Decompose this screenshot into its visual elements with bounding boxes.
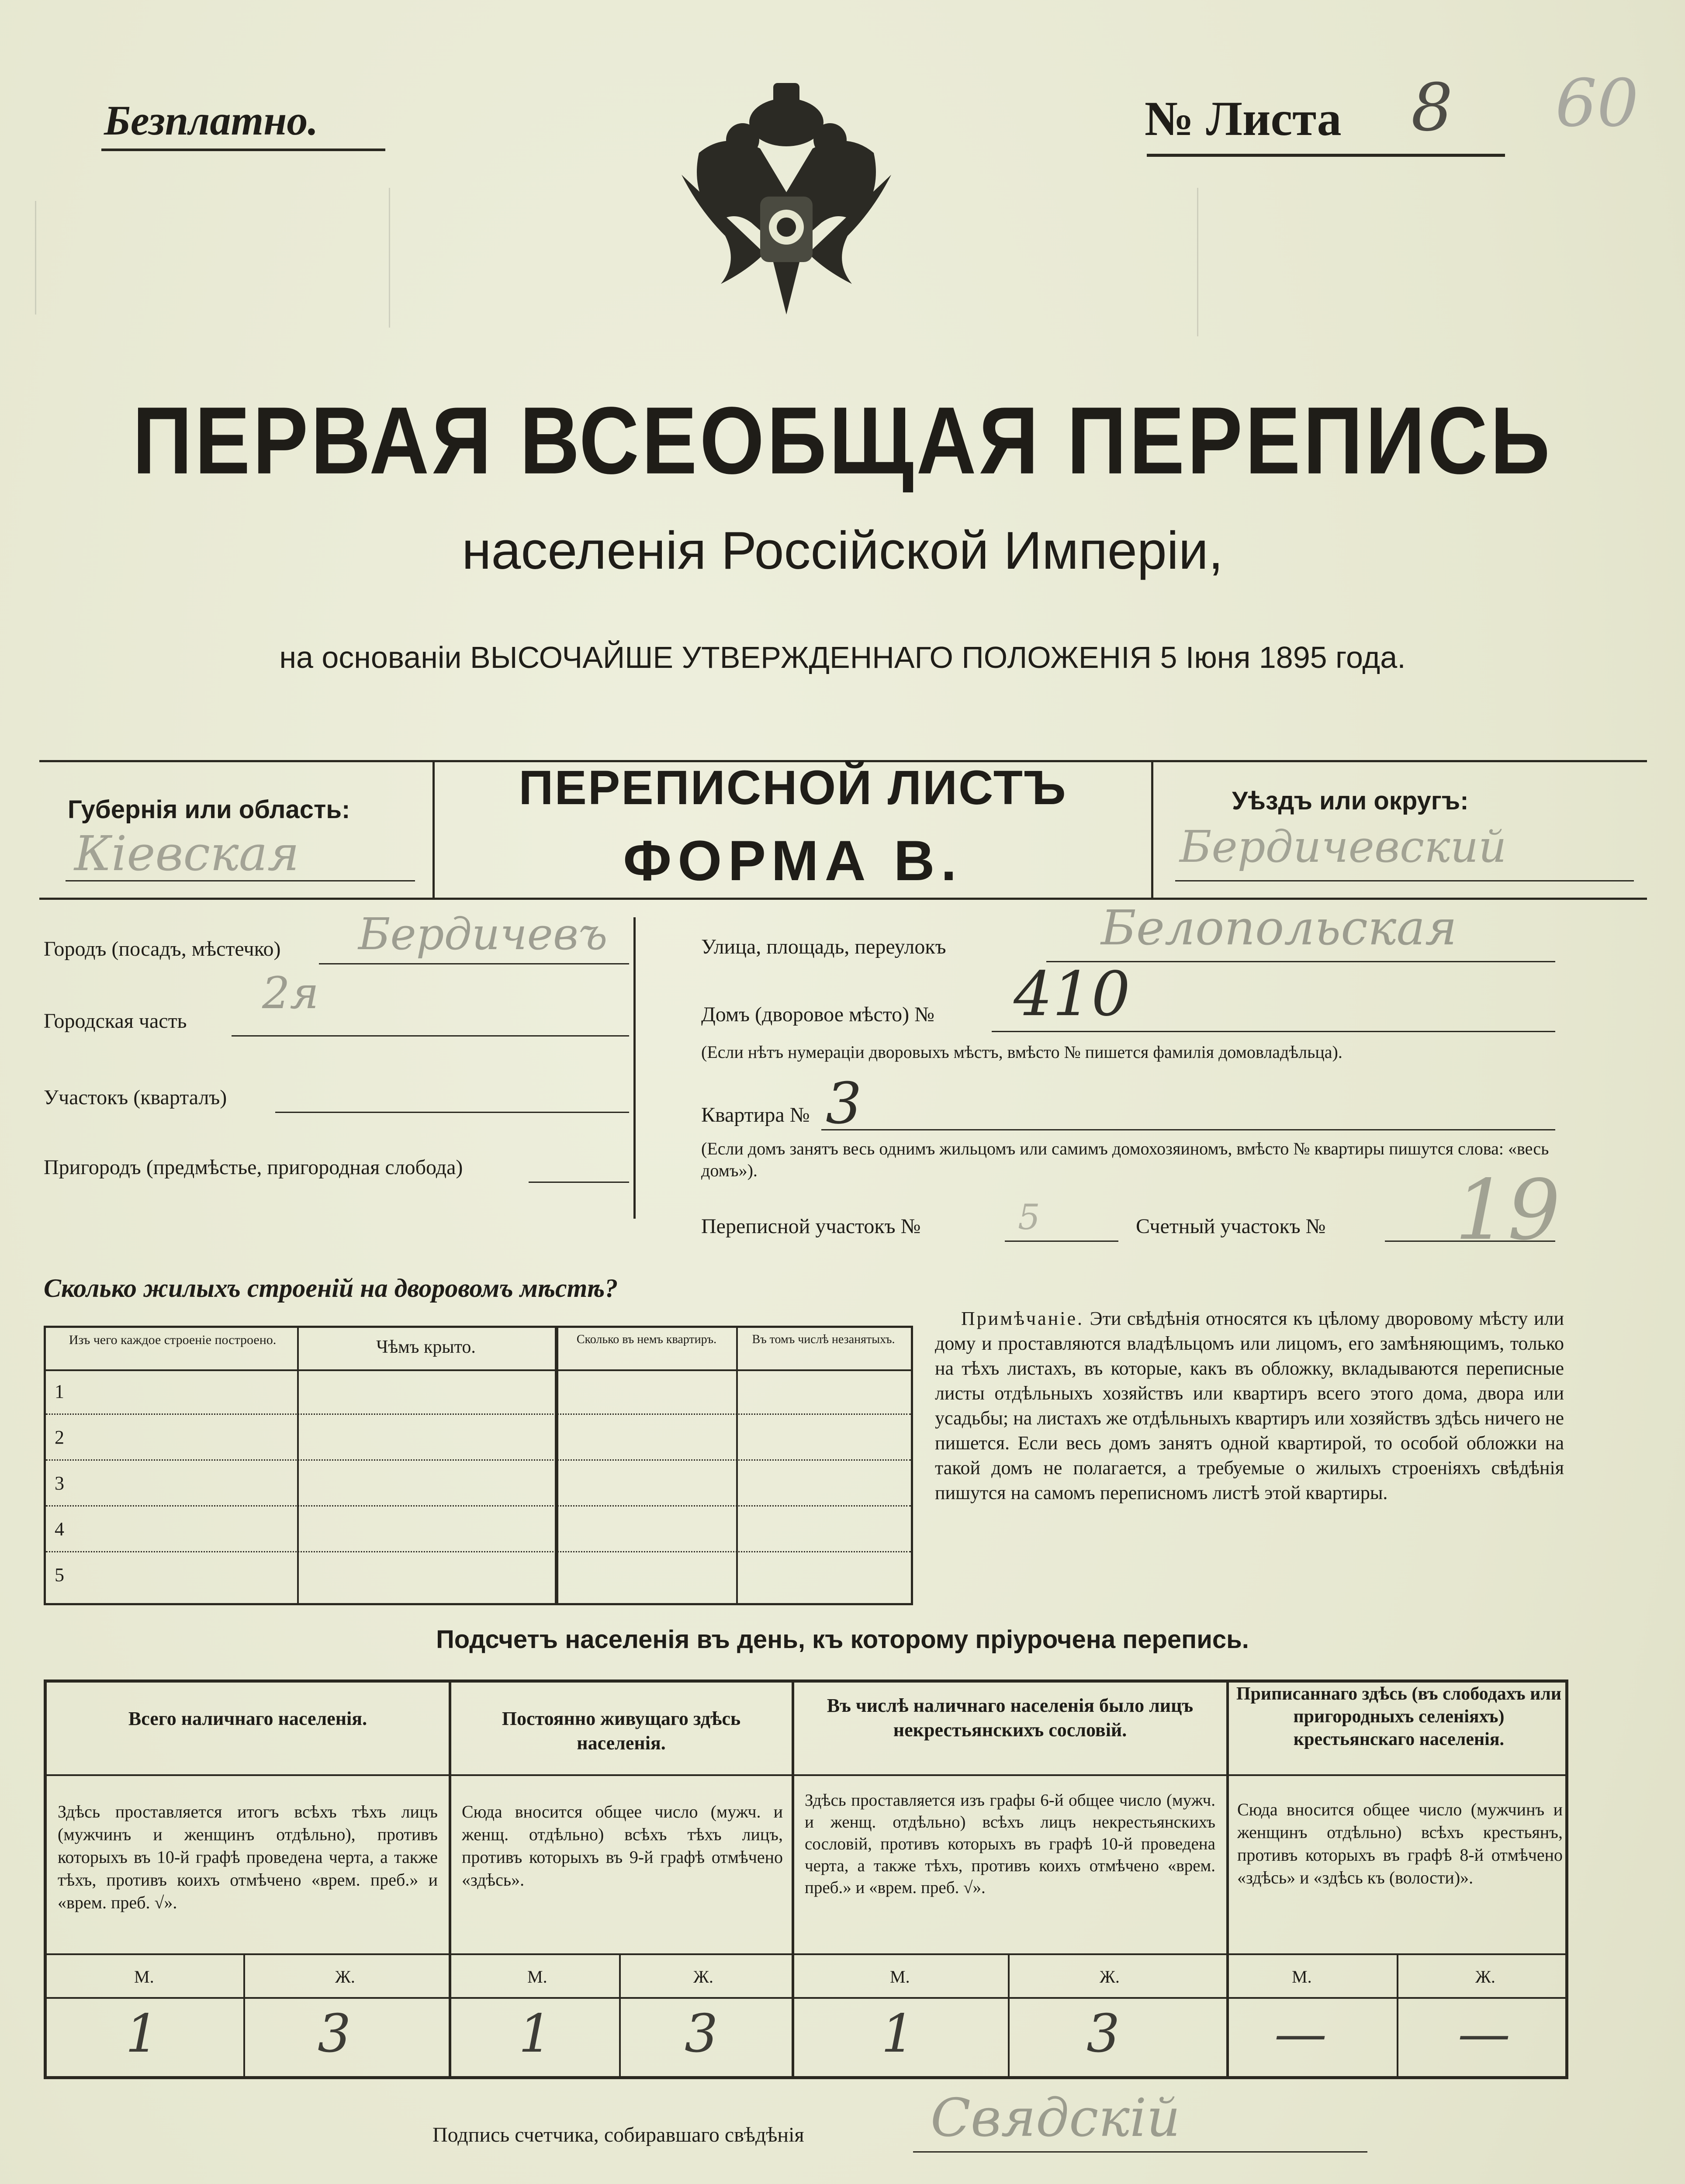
- count-m-label-text: М.: [134, 1967, 154, 1987]
- count-col-3-f-value: [1086, 2004, 1120, 2064]
- basis-line-text: на основаніи ВЫСОЧАЙШЕ УТВЕРЖДЕННАГО ПОЛОЖЕНІЯ 5 Іюня 1895 года.: [279, 640, 1406, 674]
- buildings-header-roof: [299, 1337, 553, 1358]
- count-f-label-text: Ж.: [1100, 1967, 1120, 1987]
- count-col-4-m-value-text: —: [1274, 2004, 1327, 2064]
- buildings-row-number: 5: [55, 1564, 64, 1586]
- count-col-3-header-text: Въ числѣ наличнаго населенія было лицъ некрестьянскихъ сословій.: [827, 1695, 1194, 1741]
- signature-label: [432, 2123, 804, 2147]
- count-col-1-m-label: [134, 1966, 154, 1987]
- count-title-text: Подсчетъ населенія въ день, къ которому пріурочена перепись.: [436, 1625, 1249, 1654]
- buildings-header-material: [55, 1332, 291, 1348]
- count-col-1-header: [73, 1707, 422, 1731]
- house-value: [1014, 959, 1130, 1030]
- count-district-label-text: Счетный участокъ №: [1136, 1215, 1326, 1238]
- buildings-row-number: 3: [55, 1472, 64, 1494]
- province-label-text: Губернія или область:: [68, 795, 350, 824]
- buildings-row-number: 1: [55, 1381, 64, 1402]
- count-col-2-f-label: [693, 1966, 713, 1987]
- count-col-2-body-text: Сюда вносится общее число (мужч. и женщ. отдѣльно) всѣхъ тѣхъ лицъ, противъ которыхъ въ 9-й графѣ отмѣчено «здѣсь».: [462, 1802, 783, 1890]
- free-label-text: Безплатно.: [104, 97, 318, 144]
- subtitle: [0, 520, 1685, 581]
- buildings-col-rule-2: [555, 1328, 558, 1603]
- signature-value: [931, 2088, 1180, 2149]
- count-col-rule: [792, 1683, 794, 2078]
- count-col-4-m-label: [1292, 1966, 1312, 1987]
- city-part-value: [262, 968, 319, 1019]
- buildings-col-rule-1: [297, 1328, 299, 1603]
- count-col-3-f-value-text: 3: [1086, 2004, 1120, 2064]
- sheet-title: [435, 760, 1151, 816]
- count-values-rule: [47, 1997, 1567, 1999]
- form-name: [435, 828, 1151, 893]
- count-sub-rule: [619, 1953, 621, 2078]
- count-col-1-f-value-text: 3: [318, 2004, 351, 2064]
- street-label-text: Улица, площадь, переулокъ: [701, 935, 946, 958]
- corner-number-text: 60: [1555, 66, 1639, 142]
- form-name-text: ФОРМА В.: [623, 829, 963, 892]
- corner-number: [1555, 66, 1639, 142]
- city-part-label: [44, 1009, 187, 1033]
- count-sub-rule: [1397, 1953, 1398, 2078]
- house-value-text: 410: [1014, 959, 1131, 1030]
- street-value-text: Белопольская: [1101, 900, 1457, 956]
- district-value: [1180, 821, 1507, 872]
- city-value-text: Бердичевъ: [358, 909, 608, 960]
- count-col-2-m-label: [527, 1966, 547, 1987]
- count-col-3-m-value-text: 1: [881, 2004, 915, 2064]
- count-header-rule: [47, 1774, 1567, 1776]
- apartment-underline: [821, 1129, 1555, 1130]
- city-part-underline: [232, 1035, 629, 1037]
- sheet-title-text: ПЕРЕПИСНОЙ ЛИСТЪ: [519, 761, 1067, 815]
- province-underline: [66, 880, 415, 881]
- count-col-1-body-text: Здѣсь проставляется итогъ всѣхъ тѣхъ лицъ (мужчинъ и женщинъ отдѣльно), противъ которыхъ въ 10-й графѣ проведена черта, а также тѣхъ, противъ коихъ отмѣчено «врем. преб.» и «врем. преб. √».: [58, 1802, 438, 1912]
- buildings-header-apartments: [559, 1332, 734, 1347]
- quarter-label-text: Участокъ (кварталъ): [44, 1086, 227, 1109]
- count-col-2-header: [466, 1707, 776, 1755]
- count-col-4-body-text: Сюда вносится общее число (мужчинъ и женщинъ отдѣльно) всѣхъ крестьянъ, противъ которыхъ въ графѣ 8-й отмѣчено «здѣсь» и «здѣсь къ (волости)».: [1237, 1800, 1563, 1887]
- apartment-note: [701, 1138, 1557, 1182]
- buildings-question: [44, 1273, 618, 1303]
- count-f-label-text: Ж.: [1475, 1967, 1495, 1987]
- signature-label-text: Подпись счетчика, собиравшаго свѣдѣнія: [432, 2123, 804, 2146]
- buildings-note: [935, 1306, 1564, 1505]
- house-label-text: Домъ (дворовое мѣсто) №: [701, 1003, 934, 1026]
- buildings-header-rule: [46, 1369, 911, 1371]
- district-value-text: Бердичевский: [1180, 821, 1507, 872]
- sheet-number-value-text: 8: [1411, 70, 1453, 146]
- city-label-text: Городъ (посадъ, мѣстечко): [44, 937, 281, 961]
- apartment-note-text: (Если домъ занятъ весь однимъ жильцомъ или самимъ домохозяиномъ, вмѣсто № квартиры пишутся слова: «весь домъ»).: [701, 1139, 1549, 1180]
- count-f-label-text: Ж.: [335, 1967, 355, 1987]
- count-col-1-m-value-text: 1: [125, 2004, 159, 2064]
- count-sub-rule: [1008, 1953, 1010, 2078]
- district-box-left-border: [1151, 760, 1153, 900]
- sheet-number-value: [1411, 70, 1453, 146]
- buildings-row-number: 4: [55, 1518, 64, 1540]
- sheet-number-underline: [1147, 154, 1505, 157]
- province-value-text: Кіевская: [74, 826, 300, 881]
- count-district-value-text: 19: [1455, 1162, 1560, 1258]
- count-col-4-m-value: [1274, 2004, 1327, 2064]
- main-title-text: ПЕРВАЯ ВСЕОБЩАЯ ПЕРЕПИСЬ: [132, 387, 1553, 494]
- count-title: [0, 1625, 1685, 1654]
- buildings-header-vacant-text: Въ томъ числѣ незанятыхъ.: [752, 1333, 895, 1346]
- count-col-4-f-label: [1475, 1966, 1495, 1987]
- count-col-4-f-value-text: —: [1458, 2004, 1510, 2064]
- city-part-label-text: Городская часть: [44, 1009, 187, 1033]
- quarter-underline: [275, 1112, 629, 1113]
- count-district-underline: [1385, 1241, 1555, 1242]
- census-district-label-text: Переписной участокъ №: [701, 1215, 921, 1238]
- count-f-label-text: Ж.: [693, 1967, 713, 1987]
- count-col-3-m-label: [890, 1966, 910, 1987]
- count-col-1-body: [58, 1800, 438, 1914]
- count-col-1-m-value: [125, 2004, 159, 2064]
- count-col-1-f-value: [318, 2004, 351, 2064]
- buildings-header-material-text: Изъ чего каждое строеніе построено.: [69, 1333, 277, 1347]
- count-col-3-body: [805, 1790, 1215, 1899]
- count-col-rule: [1226, 1683, 1229, 2078]
- count-col-4-header-text: Приписаннаго здѣсь (въ слободахъ или пригородныхъ селеніяхъ) крестьянскаго населенія.: [1236, 1684, 1562, 1749]
- count-col-3-header: [803, 1693, 1218, 1742]
- buildings-header-roof-text: Чѣмъ крыто.: [376, 1337, 476, 1357]
- apartment-value: [826, 1070, 862, 1137]
- subtitle-text: населенія Россійской Имперіи,: [462, 521, 1223, 580]
- apartment-label: [701, 1103, 810, 1127]
- house-underline: [992, 1031, 1555, 1032]
- count-col-4-header: [1235, 1683, 1563, 1751]
- count-col-3-body-text: Здѣсь проставляется изъ графы 6-й общее число (мужч. и женщ. отдѣльно) всѣхъ лицъ некрестьянскихъ сословій, противъ которыхъ въ графѣ 10-й проведена черта, а также тѣхъ, противъ коихъ отмѣчено «врем. преб.» и «врем. преб. √».: [805, 1791, 1215, 1897]
- count-col-4-body: [1237, 1798, 1563, 1889]
- buildings-row: [55, 1518, 64, 1540]
- city-label: [44, 937, 281, 961]
- buildings-header-apartments-text: Сколько въ немъ квартиръ.: [576, 1333, 717, 1346]
- city-part-value-text: 2я: [262, 968, 319, 1019]
- sheet-number-label-text: № Листа: [1145, 92, 1342, 146]
- signature-value-text: Свядскій: [931, 2088, 1180, 2149]
- suburb-underline: [529, 1182, 629, 1183]
- census-district-value-text: 5: [1018, 1197, 1040, 1237]
- buildings-row-number: 2: [55, 1427, 64, 1448]
- province-value: [74, 826, 299, 881]
- apartment-value-text: 3: [826, 1070, 862, 1137]
- buildings-row-rule: [46, 1551, 911, 1552]
- district-label-text: Уѣздъ или округъ:: [1232, 787, 1469, 815]
- census-district-underline: [1005, 1241, 1118, 1242]
- count-col-4-f-value: [1458, 2004, 1510, 2064]
- count-col-2-body: [462, 1800, 783, 1891]
- count-col-2-f-value: [685, 2004, 718, 2064]
- buildings-header-vacant: [738, 1332, 909, 1347]
- count-col-2-header-text: Постоянно живущаго здѣсь населенія.: [502, 1708, 741, 1754]
- basis-line: [0, 640, 1685, 675]
- free-label: [104, 96, 318, 145]
- apartment-label-text: Квартира №: [701, 1103, 810, 1127]
- count-col-2-m-value: [519, 2004, 552, 2064]
- house-label: [701, 1002, 934, 1026]
- buildings-table: [44, 1326, 913, 1605]
- buildings-row-rule: [46, 1413, 911, 1415]
- count-m-label-text: М.: [890, 1967, 910, 1987]
- free-underline: [101, 149, 385, 151]
- buildings-row: [55, 1472, 64, 1494]
- buildings-row: [55, 1380, 64, 1403]
- buildings-row: [55, 1426, 64, 1448]
- count-col-1-header-text: Всего наличнаго населенія.: [128, 1708, 367, 1729]
- suburb-label: [44, 1155, 463, 1179]
- buildings-note-title: Примѣчаніе.: [961, 1308, 1084, 1329]
- bleed-through-decoration: [17, 188, 1656, 371]
- count-table: [44, 1679, 1568, 2079]
- street-label: [701, 935, 946, 959]
- count-col-3-m-value: [881, 2004, 914, 2064]
- province-label: [68, 795, 350, 824]
- quarter-label: [44, 1085, 227, 1109]
- suburb-label-text: Пригородъ (предмѣстье, пригородная слобода): [44, 1156, 463, 1179]
- count-mf-rule: [47, 1953, 1567, 1955]
- count-col-rule: [449, 1683, 451, 2078]
- count-col-1-f-label: [335, 1966, 355, 1987]
- census-district-value: [1018, 1197, 1040, 1237]
- address-divider: [633, 917, 636, 1219]
- district-label: [1232, 786, 1469, 816]
- count-district-label: [1136, 1214, 1325, 1238]
- city-value: [358, 909, 608, 960]
- house-note-text: (Если нѣтъ нумераціи дворовыхъ мѣстъ, вмѣсто № пишется фамилія домовладѣльца).: [701, 1042, 1342, 1062]
- city-underline: [319, 963, 629, 964]
- district-underline: [1175, 880, 1634, 881]
- count-col-2-m-value-text: 1: [519, 2004, 552, 2064]
- buildings-row: [55, 1564, 64, 1586]
- count-district-value: [1455, 1162, 1560, 1258]
- main-title: [0, 386, 1685, 496]
- sheet-number-label: [1145, 91, 1342, 147]
- buildings-row-rule: [46, 1459, 911, 1461]
- street-value: [1101, 900, 1457, 956]
- count-m-label-text: М.: [527, 1967, 547, 1987]
- buildings-col-rule-3: [736, 1328, 738, 1603]
- house-note: [701, 1042, 1342, 1062]
- buildings-note-text: Эти свѣдѣнія относятся къ цѣлому дворовому мѣсту или дому и проставляются владѣльцомъ или лицомъ, его замѣняющимъ, только на тѣхъ листахъ, въ которые, какъ въ обложку, вкладываются переписные листы отдѣльныхъ хозяйствъ или квартиръ всего этого дома, двора или усадьбы; на листахъ же отдѣльныхъ квартиръ или хозяйствъ здѣсь ничего не пишется. Если весь домъ занятъ одной квартирой, то особой обложки на такой домъ не полагается, а требуемые о жилыхъ строеніяхъ свѣдѣнія пишутся на самомъ переписномъ листѣ этой квартиры.: [935, 1308, 1564, 1503]
- buildings-row-rule: [46, 1505, 911, 1507]
- count-sub-rule: [243, 1953, 245, 2078]
- count-col-3-f-label: [1100, 1966, 1120, 1987]
- count-m-label-text: М.: [1292, 1967, 1312, 1987]
- census-district-label: [701, 1214, 920, 1238]
- count-col-2-f-value-text: 3: [685, 2004, 718, 2064]
- signature-underline: [913, 2151, 1367, 2153]
- buildings-question-text: Сколько жилыхъ строеній на дворовомъ мѣстѣ?: [44, 1274, 618, 1303]
